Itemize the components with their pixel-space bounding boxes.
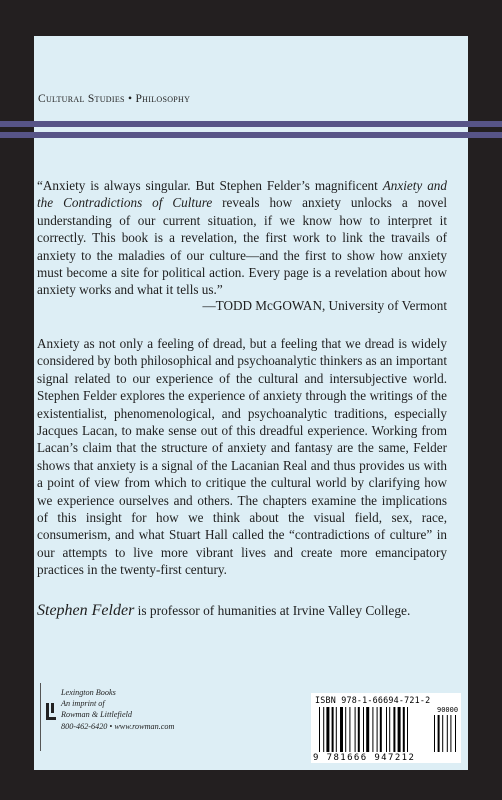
lexington-logo-icon: [44, 701, 58, 723]
barcode-icon: [311, 693, 461, 755]
price-code: 90000: [437, 706, 459, 714]
publisher-imprint-of: An imprint of: [61, 699, 105, 709]
author-bio-text: is professor of humanities at Irvine Valley College.: [134, 603, 411, 618]
quote-end: reveals how anxiety unlocks a novel understanding of our current situation, if we know how to interpret it correctly. This book is a revelation, the first work to link the travails of anxiety to the maladies of our culture—and the first to show how anxiety must become a site for political action. Every page is a revelation about how anxiety works and what it tells us.”: [37, 195, 447, 298]
quote-start: “Anxiety is always singular. But Stephen Felder’s magnificent: [37, 178, 383, 193]
endorsement-quote: [37, 177, 447, 299]
category-separator: •: [124, 93, 136, 105]
publisher-rule: [40, 683, 41, 751]
publisher-text: [61, 687, 174, 732]
quote-attribution: —TODD McGOWAN, University of Vermont: [202, 298, 447, 313]
stripe-bottom: [0, 132, 502, 138]
publisher-imprint: [40, 683, 220, 753]
publisher-parent: Rowman & Littlefield: [61, 710, 132, 720]
publisher-contact: 800-462-6420 • www.rowman.com: [61, 721, 175, 731]
publisher-name: Lexington Books: [61, 688, 116, 697]
quote-book-title: Anxiety and the Contradictions of Culture: [37, 178, 447, 211]
category-philosophy: Philosophy: [135, 93, 191, 105]
category-cultural-studies: Cultural Studies: [38, 93, 125, 105]
barcode-digits: 9 781666 947212: [313, 753, 416, 763]
book-description: Anxiety as not only a feeling of dread, but a feeling that we dread is widely considered by both philosophical and psychoanalytic thinkers as an important signal related to our experience of the cultural and intersubjective world. Stephen Felder explores the experience of anxiety through the writings of the existentialist, phenomenological, and psychoanalytic traditions, especially Jacques Lacan, to make sense out of this dreadful experience. Working from Lacan’s claim that the structure of anxiety and fantasy are the same, Felder shows that anxiety is a signal of the Lacanian Real and thus provides us with a point of view from which to critique the cultural world by clarifying how we experience ourselves and others. The chapters examine the implications of this insight for how we think about the visual field, sex, race, consumerism, and what Stuart Hall called the “contradictions of culture” in our attempts to live more vibrant lives and create more emancipatory practices in the twenty-first century.: [37, 336, 447, 578]
isbn-barcode: [311, 693, 461, 763]
stripe-top: [0, 121, 502, 127]
author-name: Stephen Felder: [37, 602, 135, 619]
author-bio: [37, 602, 457, 620]
isbn-number: ISBN 978-1-66694-721-2: [315, 695, 431, 705]
category-label: [38, 93, 190, 105]
